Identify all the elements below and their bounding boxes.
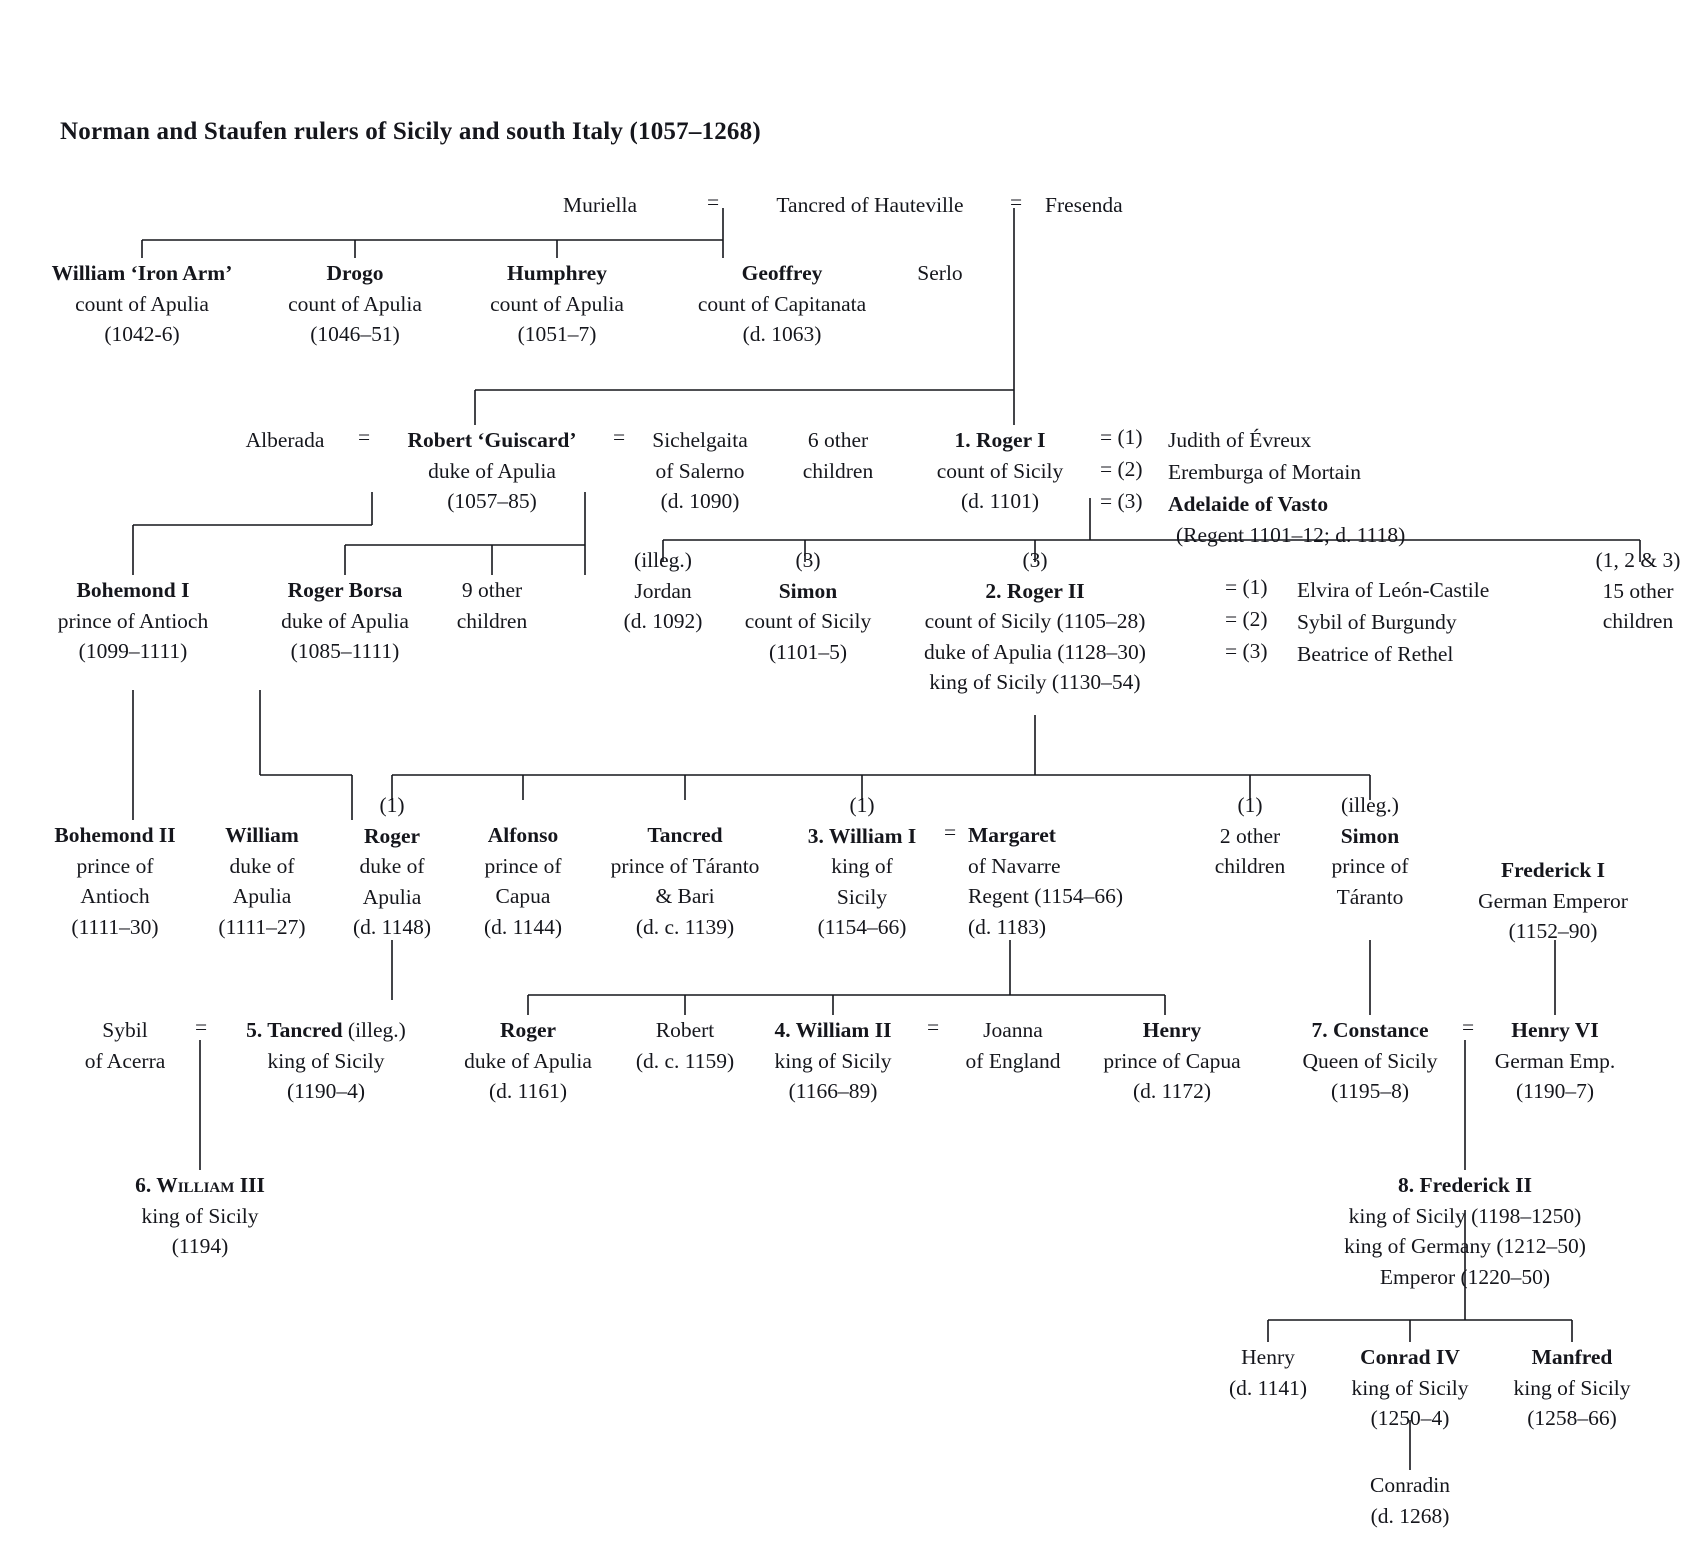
node-line-1: children	[456, 608, 528, 633]
node-label: Muriella	[562, 193, 638, 217]
node-line-2: (1194)	[171, 1234, 229, 1259]
node-line-1: duke of	[359, 854, 425, 879]
node-line-1: children	[1214, 854, 1286, 879]
node-line-2: (1258–66)	[1527, 1406, 1617, 1431]
node-fifteen-other-children	[1558, 545, 1690, 637]
node-line-2: (1046–51)	[310, 322, 400, 347]
node-alberada	[205, 425, 365, 456]
node-name: Bohemond II	[54, 823, 176, 847]
node-william-duke-of-apulia	[187, 820, 337, 942]
node-bohemond-i	[18, 575, 248, 667]
marriage-3-roger-i: = (3)	[1100, 489, 1143, 513]
node-line-1: king of Sicily	[774, 1048, 892, 1073]
node-tancred-prince-of-taranto	[570, 820, 800, 942]
node-name: 2. Roger II	[985, 578, 1085, 603]
node-name: Geoffrey	[741, 261, 823, 285]
node-humphrey	[447, 258, 667, 350]
node-line-2: Antioch	[80, 884, 150, 909]
node-line-1: king of Sicily	[1351, 1375, 1469, 1400]
node-name: 8. Frederick II	[1398, 1173, 1532, 1197]
node-name-row	[211, 1015, 441, 1046]
node-sybil-of-acerra	[50, 1015, 200, 1076]
node-line-3: (d. c. 1139)	[635, 914, 735, 939]
node-roger-borsa	[240, 575, 450, 667]
node-robert-guiscard	[377, 425, 607, 517]
node-henry-vi	[1460, 1015, 1650, 1107]
node-label: Fresenda	[1045, 193, 1123, 217]
node-line-1: prince of Capua	[1103, 1048, 1241, 1073]
node-manfred	[1482, 1342, 1662, 1434]
node-serlo	[880, 258, 1000, 289]
node-name: Humphrey	[507, 261, 607, 285]
node-line-2: (1101–5)	[768, 639, 848, 664]
node-line-2: (1099–1111)	[78, 639, 188, 664]
node-tag: (3)	[1022, 548, 1048, 572]
node-line-1: prince of	[76, 853, 154, 878]
node-line-3: (d. 1144)	[483, 914, 563, 939]
node-line-1: prince of Antioch	[57, 608, 209, 633]
node-line-2: Apulia	[362, 884, 422, 909]
node-name: Alfonso	[487, 823, 559, 847]
node-six-other-children	[768, 425, 908, 486]
node-line-1: count of Sicily (1105–28)	[924, 609, 1146, 634]
node-frederick-ii	[1255, 1170, 1675, 1292]
node-sichelgaita	[615, 425, 785, 517]
node-name: 6 other	[807, 428, 869, 452]
node-name: Roger Borsa	[287, 578, 403, 602]
node-name: Frederick I	[1500, 858, 1606, 882]
node-bohemond-ii	[25, 820, 205, 942]
node-line-2: Apulia	[232, 884, 292, 909]
node-line-1: of Navarre	[968, 853, 1061, 878]
node-name: William ‘Iron Arm’	[51, 261, 233, 285]
marriage-equals-william-ii: =	[927, 1015, 940, 1039]
node-name: Adelaide of Vasto	[1168, 492, 1329, 516]
node-name: Joanna	[983, 1018, 1043, 1042]
node-sybil-of-burgundy	[1297, 607, 1577, 638]
node-line-1: Queen of Sicily	[1302, 1048, 1438, 1073]
marriage-equals-constance: =	[1462, 1015, 1475, 1039]
node-name: Tancred	[647, 823, 723, 847]
node-line-1: (d. 1092)	[623, 609, 703, 634]
node-name: Simon	[1340, 823, 1400, 848]
marriage-equals-2: =	[1010, 190, 1023, 214]
node-tancred-king-of-sicily	[211, 1015, 441, 1107]
node-name: Judith of Évreux	[1168, 428, 1312, 452]
node-line-2: (d. 1090)	[660, 489, 740, 514]
node-name: Robert	[655, 1018, 715, 1042]
node-line-2: Sicily	[836, 884, 888, 909]
node-name: 3. William I	[807, 823, 917, 848]
node-name: Eremburga of Mortain	[1168, 460, 1362, 484]
node-name: Henry	[1142, 1018, 1202, 1042]
node-line-2: (d. 1101)	[960, 489, 1040, 514]
node-line-2: Táranto	[1336, 884, 1404, 909]
node-margaret-of-navarre	[968, 820, 1208, 942]
node-nine-other-children	[427, 575, 557, 636]
node-line-3: (d. 1148)	[352, 915, 432, 940]
node-name: 4. William II	[774, 1018, 892, 1042]
node-tag: (1)	[379, 793, 405, 817]
node-line-1: of England	[965, 1048, 1061, 1073]
node-line-1: king of	[831, 854, 893, 879]
marriage-2-roger-ii: = (2)	[1225, 607, 1268, 631]
marriage-1-roger-ii: = (1)	[1225, 575, 1268, 599]
node-line-1: king of Sicily	[267, 1048, 385, 1073]
node-line-1: (d. 1268)	[1370, 1503, 1450, 1528]
node-line-1: count of Sicily	[936, 458, 1064, 483]
node-drogo	[245, 258, 465, 350]
node-line-2: (1042-6)	[104, 322, 180, 347]
node-name: 2 other	[1219, 823, 1281, 848]
node-line-2: (1152–90)	[1508, 919, 1598, 944]
node-line-3: king of Sicily (1130–54)	[929, 670, 1141, 695]
node-name: Henry	[1241, 1345, 1295, 1369]
node-adelaide-of-vasto	[1168, 489, 1688, 550]
node-line-2: (1190–7)	[1515, 1079, 1595, 1104]
node-line-2: & Bari	[655, 884, 715, 909]
node-name: Drogo	[326, 261, 384, 285]
node-line-2: (d. 1063)	[742, 322, 822, 347]
node-roger-i	[905, 425, 1095, 517]
node-label: Tancred of Hauteville	[776, 193, 964, 217]
node-name: Conradin	[1369, 1473, 1451, 1497]
node-line-2: duke of Apulia (1128–30)	[924, 639, 1146, 664]
node-roger-ii	[880, 545, 1190, 698]
node-muriella	[540, 190, 660, 221]
node-eremburga-of-mortain	[1168, 457, 1488, 488]
node-constance	[1275, 1015, 1465, 1107]
node-line-1: count of Sicily	[744, 609, 872, 634]
node-conradin	[1320, 1470, 1500, 1531]
node-line-1: of Salerno	[655, 458, 745, 483]
node-line-1: duke of Apulia	[281, 608, 409, 633]
node-line-2: (d. 1161)	[488, 1079, 568, 1104]
node-judith-of-evreux	[1168, 425, 1468, 456]
node-line-1: count of Apulia	[288, 291, 422, 316]
node-line-1: German Emperor	[1478, 888, 1628, 913]
node-regency: (Regent 1101–12; d. 1118)	[1176, 522, 1406, 547]
marriage-equals-william-i: =	[944, 820, 957, 844]
node-line-1: count of Capitanata	[697, 291, 867, 316]
node-line-1: count of Apulia	[75, 291, 209, 316]
node-william-iii	[70, 1170, 330, 1262]
page-title: Norman and Staufen rulers of Sicily and south Italy (1057–1268)	[60, 118, 761, 145]
node-name: Roger	[363, 823, 421, 848]
marriage-1-roger-i: = (1)	[1100, 425, 1143, 449]
node-line-1: duke of Apulia	[464, 1048, 592, 1073]
node-line-2: Capua	[495, 884, 551, 909]
node-line-2: (d. 1172)	[1132, 1079, 1212, 1104]
node-elvira-of-leon-castile	[1297, 575, 1577, 606]
node-line-2: (1051–7)	[517, 322, 597, 347]
node-line-3: (d. 1183)	[968, 914, 1047, 939]
node-name: Beatrice of Rethel	[1297, 642, 1454, 666]
node-name: Roger	[499, 1018, 557, 1042]
node-line-2: (1166–89)	[788, 1079, 878, 1104]
node-name: Simon	[778, 578, 838, 603]
node-line-2: (1250–4)	[1370, 1406, 1450, 1431]
marriage-equals-sichelgaita: =	[613, 425, 626, 449]
node-line-3: Emperor (1220–50)	[1379, 1264, 1551, 1289]
node-simon-prince-of-taranto	[1290, 790, 1450, 912]
node-tag: (1, 2 & 3)	[1595, 548, 1681, 572]
marriage-2-roger-i: = (2)	[1100, 457, 1143, 481]
node-line-1: prince of Táranto	[610, 853, 760, 878]
node-line-3: (1111–27)	[218, 914, 306, 939]
node-tag: (1)	[1237, 793, 1263, 817]
node-line-3: (1111–30)	[71, 914, 159, 939]
node-line-2: (1085–1111)	[290, 639, 400, 664]
node-line-1: duke of	[229, 853, 295, 878]
node-tag: (illeg.)	[347, 1018, 406, 1042]
node-name: 1. Roger I	[954, 428, 1046, 452]
node-line-1: count of Apulia	[490, 291, 624, 316]
marriage-equals: =	[707, 190, 720, 214]
node-tag: (3)	[795, 548, 821, 572]
node-william-i	[772, 790, 952, 943]
node-name: William	[225, 823, 299, 847]
node-line-1: king of Sicily	[141, 1203, 259, 1228]
node-name: Bohemond I	[76, 578, 190, 602]
node-name: 15 other	[1602, 578, 1674, 603]
node-tag: (1)	[849, 793, 875, 817]
node-beatrice-of-rethel	[1297, 639, 1577, 670]
node-name: Serlo	[917, 261, 963, 285]
marriage-3-roger-ii: = (3)	[1225, 639, 1268, 663]
node-line-3: (1154–66)	[817, 915, 907, 940]
node-line-1: children	[1602, 609, 1674, 634]
node-frederick-i	[1428, 855, 1678, 947]
node-line-1: prince of	[484, 853, 562, 878]
node-tag: (illeg.)	[634, 548, 692, 572]
node-line-1: prince of	[1331, 854, 1409, 879]
node-name: Elvira of León-Castile	[1297, 578, 1490, 602]
node-line-2: (1057–85)	[447, 489, 537, 514]
node-simon-count-of-sicily	[708, 545, 908, 667]
node-tancred-of-hauteville	[740, 190, 1000, 221]
node-roger-duke-of-apulia-1161	[438, 1015, 618, 1107]
node-line-1: king of Sicily	[1513, 1375, 1631, 1400]
node-line-1: duke of Apulia	[428, 458, 556, 483]
node-robert	[613, 1015, 758, 1076]
node-line-1: of Acerra	[84, 1048, 166, 1073]
node-tag: (illeg.)	[1341, 793, 1399, 817]
node-line-1: German Emp.	[1494, 1048, 1616, 1073]
node-line-1: (d. 1141)	[1228, 1375, 1308, 1400]
marriage-equals-alberada: =	[358, 425, 371, 449]
node-name: 7. Constance	[1311, 1018, 1429, 1042]
node-geoffrey	[657, 258, 907, 350]
node-line-1: (d. c. 1159)	[635, 1048, 735, 1073]
node-name: 9 other	[461, 578, 523, 602]
node-fresenda	[1045, 190, 1165, 221]
node-name: Conrad IV	[1360, 1345, 1460, 1369]
node-line-2: (1190–4)	[286, 1079, 366, 1104]
node-henry-prince-of-capua	[1077, 1015, 1267, 1107]
node-line-2: king of Germany (1212–50)	[1344, 1234, 1586, 1259]
node-conrad-iv	[1320, 1342, 1500, 1434]
node-name: Margaret	[968, 823, 1056, 847]
node-name: Sybil	[102, 1018, 148, 1042]
node-name: Jordan	[634, 578, 692, 603]
node-line-2: (1195–8)	[1330, 1079, 1410, 1104]
node-name: Robert ‘Guiscard’	[407, 428, 577, 452]
node-name: Sybil of Burgundy	[1297, 610, 1457, 634]
node-william-ii	[743, 1015, 923, 1107]
node-line-1: king of Sicily (1198–1250)	[1348, 1203, 1582, 1228]
node-name: 5. Tancred	[246, 1018, 343, 1042]
node-name: 6. William III	[135, 1173, 265, 1197]
node-name: Manfred	[1531, 1345, 1613, 1369]
marriage-equals-tancred: =	[195, 1015, 208, 1039]
node-name: Sichelgaita	[652, 428, 748, 452]
node-line-1: children	[802, 458, 874, 483]
node-line-2: Regent (1154–66)	[968, 884, 1124, 909]
node-joanna-of-england	[933, 1015, 1093, 1076]
node-name: Henry VI	[1511, 1018, 1599, 1042]
node-name: Alberada	[245, 428, 325, 452]
